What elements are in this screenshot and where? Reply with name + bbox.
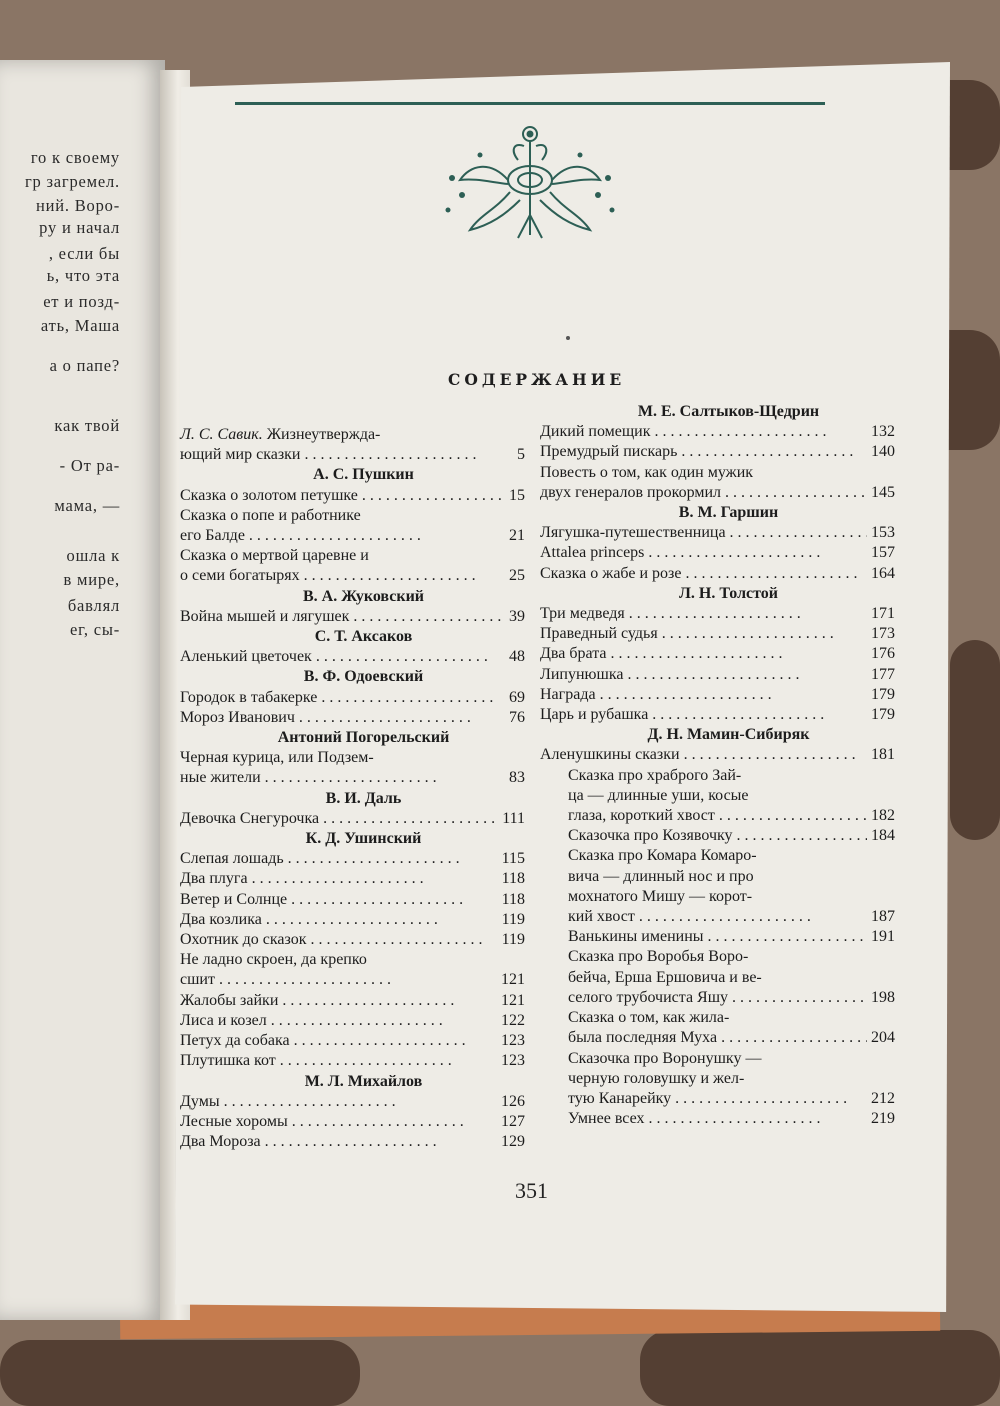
entry-title: Ветер и Солнце . . bbox=[180, 890, 498, 910]
toc-row bbox=[180, 849, 525, 869]
toc-entry bbox=[180, 1031, 525, 1051]
entry-page: 179 bbox=[871, 685, 895, 703]
toc-entry bbox=[540, 1109, 895, 1129]
author-heading: М. Е. Салтыков-Щедрин bbox=[637, 403, 820, 420]
entry-title: тую Канарейку . . bbox=[568, 1089, 867, 1109]
toc-row bbox=[180, 647, 525, 667]
toc-row bbox=[180, 566, 525, 586]
entry-page: 198 bbox=[871, 988, 895, 1006]
toc-entry bbox=[180, 809, 525, 829]
entry-page: 219 bbox=[871, 1110, 895, 1128]
left-page-text-line: ний. Воро- bbox=[36, 196, 120, 215]
toc-entry bbox=[180, 607, 525, 627]
left-page-text-line: , если бы bbox=[48, 244, 120, 263]
entry-title: Война мышей и лягушек . . bbox=[180, 607, 505, 627]
entry-title: Два Мороза . . bbox=[180, 1132, 497, 1152]
toc-entry bbox=[180, 486, 525, 506]
toc-row bbox=[180, 445, 525, 465]
toc-entry bbox=[540, 564, 895, 584]
entry-page: 119 bbox=[501, 910, 525, 928]
entry-title-line: Сказочка про Воронушку — bbox=[568, 1049, 762, 1067]
entry-title: Два козлика . . bbox=[180, 910, 498, 930]
toc-row bbox=[180, 890, 525, 910]
entry-page: 83 bbox=[509, 769, 525, 787]
entry-title: Лиса и козел . . bbox=[180, 1011, 497, 1031]
entry-title: двух генералов прокормил . . bbox=[540, 483, 867, 503]
toc-row bbox=[180, 1011, 525, 1031]
author-heading: С. Т. Аксаков bbox=[314, 628, 413, 646]
toc-entry bbox=[180, 789, 525, 809]
left-page-text-line: ошла к bbox=[66, 546, 120, 565]
contents-left-column bbox=[180, 425, 525, 1152]
toc-row bbox=[568, 1089, 895, 1109]
author-heading: Л. Н. Толстой bbox=[678, 584, 779, 602]
entry-title: кий хвост . . bbox=[568, 907, 867, 927]
entry-title: Охотник до сказок . . bbox=[180, 930, 498, 950]
toc-row bbox=[180, 688, 525, 708]
entry-title-line: ца — длинные уши, косые bbox=[568, 786, 749, 804]
entry-title: Городок в табакерке . . bbox=[180, 688, 505, 708]
entry-page: 121 bbox=[501, 971, 525, 989]
entry-title: его Балде . . bbox=[180, 526, 505, 546]
entry-title: Умнее всех . . bbox=[568, 1109, 867, 1129]
entry-title: Мороз Иванович . . bbox=[180, 708, 505, 728]
entry-title-line: Сказка о том, как жила- bbox=[568, 1009, 730, 1027]
toc-entry bbox=[180, 465, 525, 485]
toc-entry bbox=[180, 1132, 525, 1152]
toc-entry bbox=[180, 1112, 525, 1132]
entry-page: 176 bbox=[871, 645, 895, 663]
header-rule bbox=[235, 102, 825, 105]
toc-row bbox=[180, 1112, 525, 1132]
toc-entry bbox=[540, 1008, 895, 1048]
author-heading: К. Д. Ушинский bbox=[305, 830, 422, 848]
toc-entry bbox=[180, 688, 525, 708]
entry-title: Дикий помещик . . bbox=[540, 422, 867, 442]
entry-title: была последняя Муха . . bbox=[568, 1028, 867, 1048]
entry-title-line: Сказка о мертвой царевне и bbox=[180, 547, 369, 565]
toc-entry bbox=[540, 523, 895, 543]
toc-row bbox=[180, 768, 525, 788]
toc-entry bbox=[540, 543, 895, 563]
left-page-text-line: мама, — bbox=[54, 496, 120, 515]
toc-entry bbox=[180, 1051, 525, 1071]
entry-title: Жалобы зайки . . bbox=[180, 991, 497, 1011]
toc-entry bbox=[540, 846, 895, 927]
page-number: 351 bbox=[515, 1178, 548, 1203]
author-heading: А. С. Пушкин bbox=[313, 466, 414, 484]
toc-entry bbox=[180, 910, 525, 930]
entry-page: 119 bbox=[501, 931, 525, 949]
toc-row bbox=[568, 907, 895, 927]
entry-title: Думы . . bbox=[180, 1092, 497, 1112]
toc-entry bbox=[540, 947, 895, 1008]
toc-row bbox=[180, 526, 525, 546]
entry-title-line: Повесть о том, как один мужик bbox=[540, 463, 754, 481]
entry-page: 140 bbox=[871, 443, 895, 461]
entry-page: 171 bbox=[871, 605, 895, 623]
entry-title: ющий мир сказки . . bbox=[180, 445, 513, 465]
entry-page: 204 bbox=[871, 1029, 895, 1047]
toc-row bbox=[540, 644, 895, 664]
entry-title: Награда . . bbox=[540, 685, 867, 705]
toc-entry bbox=[180, 708, 525, 728]
entry-page: 187 bbox=[871, 908, 895, 926]
entry-title: Липунюшка . . bbox=[540, 665, 867, 685]
toc-entry bbox=[540, 463, 895, 503]
toc-entry bbox=[180, 849, 525, 869]
entry-title-line: Сказка о попе и работнике bbox=[180, 506, 361, 524]
entry-title: Премудрый пискарь . . bbox=[540, 442, 867, 462]
entry-page: 118 bbox=[501, 870, 525, 888]
entry-page: 121 bbox=[501, 991, 525, 1009]
entry-page: 122 bbox=[501, 1011, 525, 1029]
left-page-text-line: а о папе? bbox=[49, 356, 120, 375]
toc-row bbox=[540, 665, 895, 685]
entry-page: 173 bbox=[871, 625, 895, 643]
entry-title: Сказочка про Козявочку . . bbox=[568, 826, 867, 846]
toc-entry bbox=[180, 728, 525, 748]
toc-entry bbox=[180, 1072, 525, 1092]
toc-row bbox=[568, 927, 895, 947]
entry-title-line: Сказка про Комара Комаро- bbox=[568, 847, 757, 865]
intro-author: Л. С. Савик. bbox=[180, 426, 263, 443]
author-heading: В. А. Жуковский bbox=[302, 587, 425, 605]
toc-entry bbox=[180, 1011, 525, 1031]
toc-row bbox=[540, 624, 895, 644]
entry-title: Сказка о золотом петушке . . bbox=[180, 486, 505, 506]
toc-row bbox=[180, 1092, 525, 1112]
entry-title: Attalea princeps . . bbox=[540, 543, 867, 563]
entry-page: 15 bbox=[509, 486, 525, 504]
entry-page: 182 bbox=[871, 807, 895, 825]
toc-row bbox=[180, 991, 525, 1011]
toc-row bbox=[568, 988, 895, 1008]
entry-page: 39 bbox=[509, 607, 525, 625]
toc-row bbox=[568, 1109, 895, 1129]
toc-entry bbox=[540, 826, 895, 846]
left-page-text-line: гр загремел. bbox=[24, 172, 120, 191]
entry-title-line: мохнатого Мишу — корот- bbox=[568, 887, 753, 905]
toc-entry bbox=[180, 748, 525, 788]
toc-row bbox=[180, 708, 525, 728]
toc-entry bbox=[180, 829, 525, 849]
toc-row bbox=[540, 523, 895, 543]
toc-row bbox=[180, 869, 525, 889]
toc-row bbox=[540, 705, 895, 725]
toc-entry bbox=[540, 1049, 895, 1110]
toc-row bbox=[180, 1051, 525, 1071]
floral-ornament-icon bbox=[440, 120, 620, 250]
toc-entry bbox=[180, 506, 525, 546]
entry-title: глаза, короткий хвост . . bbox=[568, 806, 867, 826]
entry-page: 212 bbox=[871, 1089, 895, 1107]
toc-row bbox=[568, 806, 895, 826]
entry-title: Плутишка кот . . bbox=[180, 1051, 497, 1071]
left-page-text-line: го к своему bbox=[30, 148, 120, 167]
toc-entry bbox=[540, 604, 895, 624]
entry-title: Царь и рубашка . . bbox=[540, 705, 867, 725]
toc-entry bbox=[180, 1092, 525, 1112]
entry-title-line: вича — длинный нос и про bbox=[568, 867, 754, 885]
entry-page: 127 bbox=[501, 1112, 525, 1130]
author-heading: Антоний Погорельский bbox=[277, 729, 450, 747]
toc-entry bbox=[180, 890, 525, 910]
intro-title: Жизнеутвержда- bbox=[266, 426, 381, 443]
entry-page: 76 bbox=[509, 708, 525, 726]
author-heading: М. Л. Михайлов bbox=[304, 1072, 423, 1090]
toc-row bbox=[180, 809, 525, 829]
toc-entry bbox=[540, 665, 895, 685]
entry-page: 164 bbox=[871, 564, 895, 582]
toc-entry bbox=[180, 950, 525, 990]
toc-row bbox=[540, 543, 895, 563]
entry-title-line: Не ладно скроен, да крепко bbox=[180, 951, 367, 969]
toc-row bbox=[540, 483, 895, 503]
entry-page: 25 bbox=[509, 567, 525, 585]
toc-row bbox=[540, 442, 895, 462]
left-page-text-line: ь, что эта bbox=[46, 266, 120, 285]
entry-page: 123 bbox=[501, 1032, 525, 1050]
entry-title: Два плуга . . bbox=[180, 869, 498, 889]
entry-page: 132 bbox=[871, 423, 895, 441]
left-page-text-line: ет и позд- bbox=[43, 292, 120, 311]
left-page-text-line: ру и начал bbox=[39, 218, 120, 237]
author-heading: В. И. Даль bbox=[325, 789, 402, 807]
entry-page: 126 bbox=[501, 1092, 525, 1110]
entry-page: 191 bbox=[871, 928, 895, 946]
toc-row bbox=[568, 826, 895, 846]
entry-title-line: Сказка про храброго Зай- bbox=[568, 766, 742, 784]
entry-page: 179 bbox=[871, 706, 895, 724]
entry-page: 5 bbox=[517, 446, 525, 464]
toc-entry bbox=[540, 402, 895, 422]
toc-entry bbox=[180, 425, 525, 465]
carpet-pattern bbox=[950, 640, 1000, 840]
entry-title: Лесные хоромы . . bbox=[180, 1112, 497, 1132]
toc-row bbox=[540, 604, 895, 624]
author-heading: В. Ф. Одоевский bbox=[303, 668, 424, 686]
entry-title: Аленький цветочек . . bbox=[180, 647, 505, 667]
toc-entry bbox=[180, 627, 525, 647]
left-page-text-line: как твой bbox=[54, 416, 120, 435]
left-page-text-line: в мире, bbox=[63, 570, 120, 589]
left-page-text-line: - От ра- bbox=[59, 456, 120, 475]
entry-title-line: Сказка про Воробья Воро- bbox=[568, 948, 749, 966]
toc-entry bbox=[540, 725, 895, 745]
toc-row bbox=[568, 1028, 895, 1048]
toc-entry bbox=[540, 685, 895, 705]
author-heading: Д. Н. Мамин-Сибиряк bbox=[647, 726, 810, 744]
toc-entry bbox=[180, 647, 525, 667]
toc-row bbox=[180, 910, 525, 930]
entry-page: 115 bbox=[501, 850, 525, 868]
entry-page: 181 bbox=[871, 746, 895, 764]
entry-title-line: черную головушку и жел- bbox=[568, 1069, 745, 1087]
entry-title: Аленушкины сказки . . bbox=[540, 745, 867, 765]
toc-entry bbox=[180, 991, 525, 1011]
entry-title: Девочка Снегурочка . . bbox=[180, 809, 498, 829]
toc-row bbox=[180, 607, 525, 627]
entry-title: Слепая лошадь . . bbox=[180, 849, 498, 869]
entry-title: ные жители . . bbox=[180, 768, 505, 788]
contents-right-column bbox=[540, 402, 895, 1129]
entry-title: селого трубочиста Яшу . . bbox=[568, 988, 867, 1008]
entry-page: 118 bbox=[501, 890, 525, 908]
toc-entry bbox=[540, 503, 895, 523]
toc-entry bbox=[540, 584, 895, 604]
toc-entry bbox=[540, 927, 895, 947]
entry-page: 153 bbox=[871, 524, 895, 542]
toc-row bbox=[540, 564, 895, 584]
toc-entry bbox=[540, 624, 895, 644]
toc-entry bbox=[180, 587, 525, 607]
toc-row bbox=[180, 486, 525, 506]
left-page-text-line: ать, Маша bbox=[40, 316, 120, 335]
entry-title-line: бейча, Ерша Ершовича и ве- bbox=[568, 968, 762, 986]
toc-entry bbox=[180, 869, 525, 889]
entry-title: о семи богатырях . . bbox=[180, 566, 505, 586]
carpet-pattern bbox=[640, 1330, 1000, 1406]
entry-title: Лягушка-путешественница . . bbox=[540, 523, 867, 543]
entry-page: 111 bbox=[502, 809, 525, 827]
entry-page: 48 bbox=[509, 648, 525, 666]
toc-entry bbox=[540, 766, 895, 827]
toc-entry bbox=[180, 667, 525, 687]
entry-page: 177 bbox=[871, 665, 895, 683]
entry-page: 21 bbox=[509, 527, 525, 545]
intro-line bbox=[180, 425, 525, 445]
toc-row bbox=[540, 685, 895, 705]
entry-title: сшит . . bbox=[180, 970, 497, 990]
entry-title: Два брата . . bbox=[540, 644, 867, 664]
toc-entry bbox=[180, 930, 525, 950]
author-heading: В. М. Гаршин bbox=[678, 504, 779, 522]
stray-dot bbox=[566, 336, 570, 340]
left-page-text-line: бавлял bbox=[67, 596, 120, 615]
contents-title: СОДЕРЖАНИЕ bbox=[448, 370, 626, 389]
entry-page: 157 bbox=[871, 544, 895, 562]
toc-row bbox=[180, 1132, 525, 1152]
entry-title: Три медведя . . bbox=[540, 604, 867, 624]
toc-row bbox=[180, 930, 525, 950]
toc-entry bbox=[180, 546, 525, 586]
entry-page: 145 bbox=[871, 483, 895, 501]
entry-page: 123 bbox=[501, 1052, 525, 1070]
toc-entry bbox=[540, 442, 895, 462]
entry-title: Ванькины именины . . bbox=[568, 927, 867, 947]
entry-page: 69 bbox=[509, 688, 525, 706]
entry-page: 129 bbox=[501, 1133, 525, 1151]
entry-title: Праведный судья . . bbox=[540, 624, 867, 644]
entry-title-line: Черная курица, или Подзем- bbox=[180, 749, 374, 767]
toc-entry bbox=[540, 422, 895, 442]
toc-row bbox=[540, 422, 895, 442]
entry-title: Сказка о жабе и розе . . bbox=[540, 564, 867, 584]
entry-page: 184 bbox=[871, 827, 895, 845]
left-page bbox=[0, 60, 165, 1320]
left-page-text-line: ег, сы- bbox=[70, 620, 120, 639]
toc-row bbox=[180, 970, 525, 990]
toc-entry bbox=[540, 644, 895, 664]
toc-row bbox=[180, 1031, 525, 1051]
entry-title: Петух да собака . . bbox=[180, 1031, 497, 1051]
toc-row bbox=[540, 745, 895, 765]
toc-entry bbox=[540, 705, 895, 725]
carpet-pattern bbox=[0, 1340, 360, 1406]
toc-entry bbox=[540, 745, 895, 765]
